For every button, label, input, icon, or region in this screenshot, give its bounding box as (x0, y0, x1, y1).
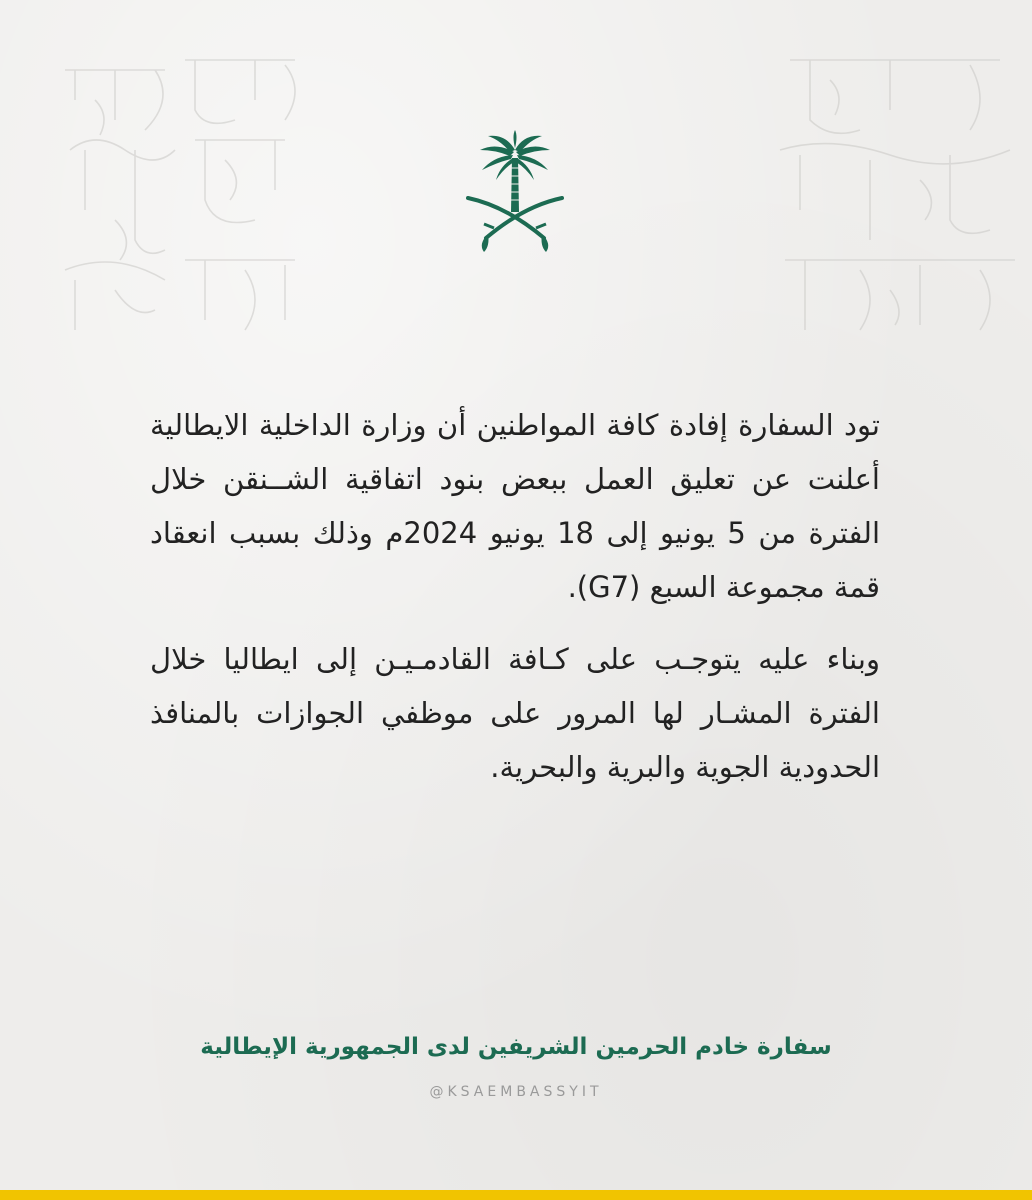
announcement-body (150, 398, 880, 794)
calligraphy-watermark-left (55, 40, 315, 340)
social-handle: @KSAEMBASSYIT (429, 1084, 603, 1100)
announcement-paragraph-1: تود السفارة إفادة كافة المواطنين أن وزارة الداخلية الايطالية أعلنت عن تعليق العمل ببعض بنود اتفاقية الشــنقن خلال الفترة من 5 يونيو إلى 18 يونيو 2024م وذلك بسبب انعقاد قمة مجموعة السبع (G7). (150, 408, 881, 604)
saudi-emblem-icon (466, 128, 564, 256)
embassy-name: سفارة خادم الحرمين الشريفين لدى الجمهورية الإيطالية (200, 1034, 832, 1060)
announcement-paragraph-2: وبناء عليه يتوجـب على كـافة القادمـيـن إلى ايطاليا خلال الفترة المشـار لها المرور على موظفي الجوازات بالمنافذ الحدودية الجوية والبرية والبحرية. (150, 642, 880, 784)
calligraphy-watermark-right (770, 40, 1030, 340)
bottom-accent-bar (0, 1190, 1032, 1200)
